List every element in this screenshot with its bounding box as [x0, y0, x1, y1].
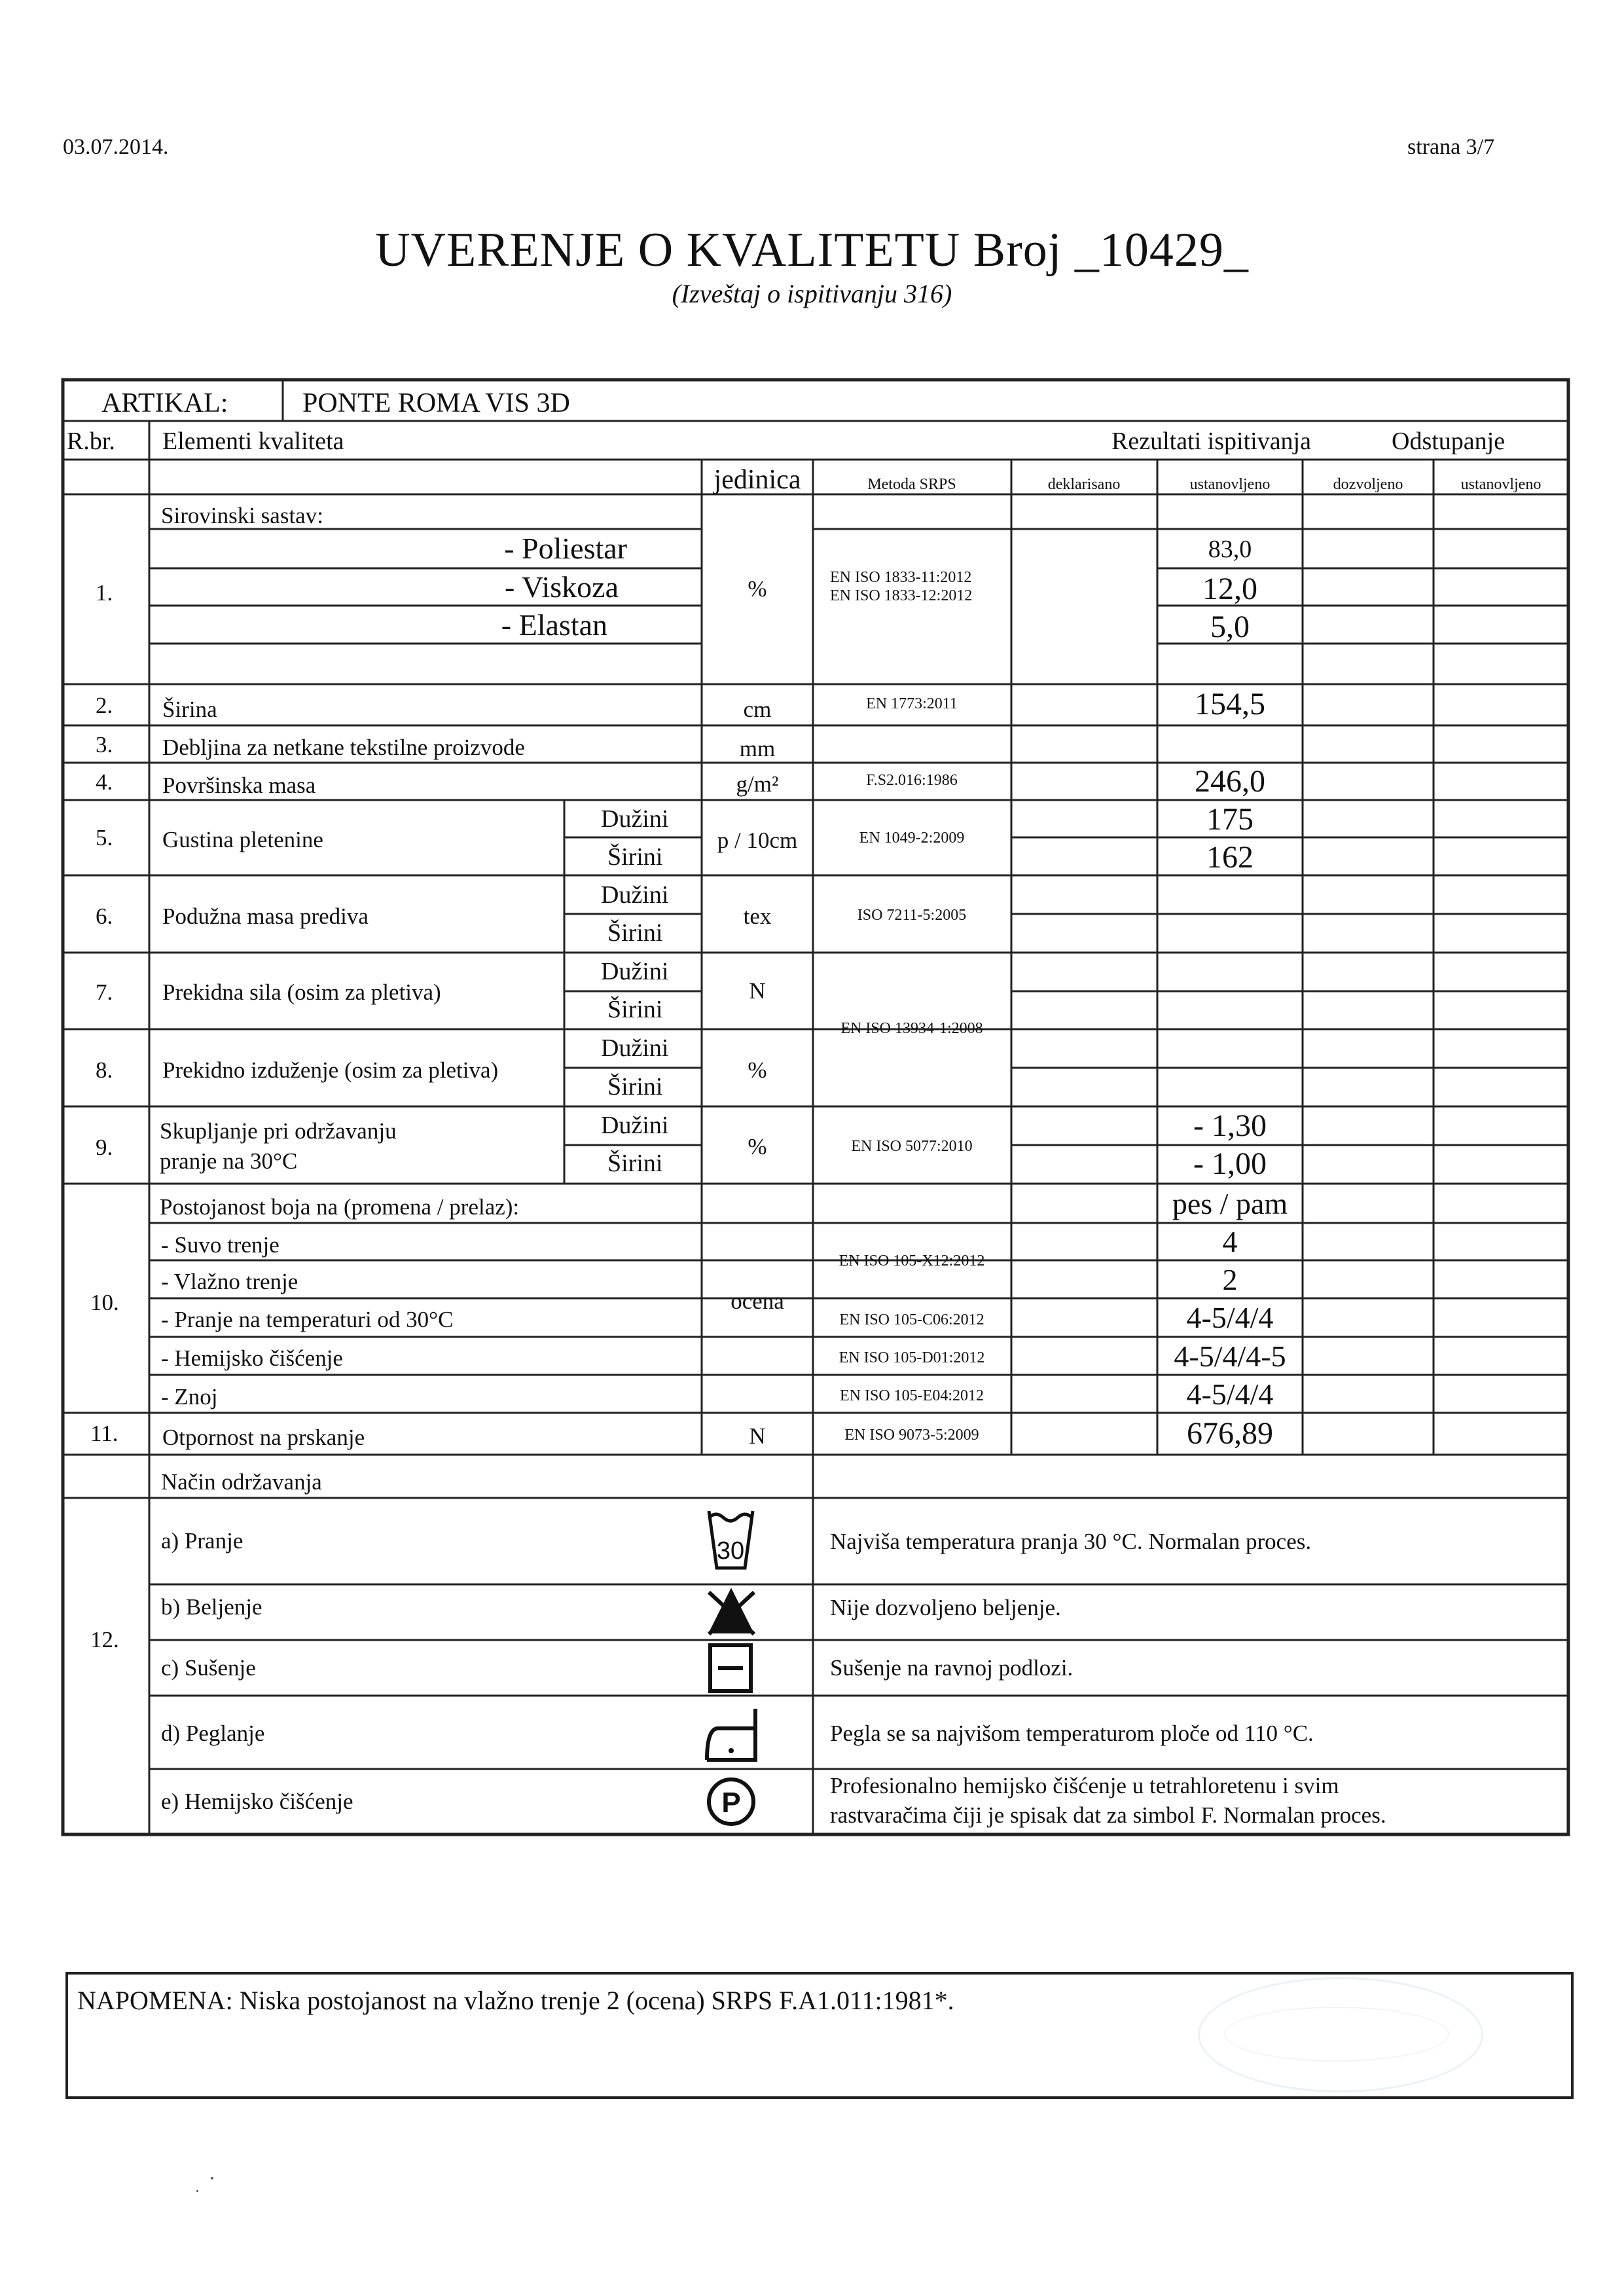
- row12-num: 12.: [90, 1627, 119, 1652]
- row2-unit: cm: [743, 697, 772, 722]
- care-bleach-label: b) Beljenje: [161, 1594, 262, 1620]
- col-elements: Elementi kvaliteta: [162, 428, 344, 455]
- row1-sub2: - Viskoza: [505, 570, 619, 604]
- row4-num: 4.: [96, 769, 113, 795]
- document-subtitle: (Izveštaj o ispitivanju 316): [672, 279, 952, 308]
- no-bleach-icon: [709, 1592, 754, 1634]
- row1-value3: 5,0: [1210, 610, 1250, 644]
- row1-value1: 83,0: [1208, 536, 1252, 563]
- row3-num: 3.: [96, 732, 113, 757]
- page-number: strana 3/7: [1407, 135, 1495, 159]
- row9-unit: %: [748, 1134, 767, 1159]
- row10-label: Postojanost boja na (promena / prelaz):: [160, 1194, 520, 1220]
- row1-sub3: - Elastan: [501, 608, 607, 642]
- row5-value1: 175: [1206, 802, 1254, 837]
- col-deviation: Odstupanje: [1392, 428, 1506, 455]
- care-iron-text: Pegla se sa najvišom temperaturom ploče od 110 °C.: [830, 1721, 1314, 1746]
- row9-label1: Skupljanje pri održavanju: [160, 1118, 397, 1144]
- row11-num: 11.: [90, 1421, 118, 1446]
- row7-num: 7.: [96, 979, 113, 1005]
- row4-value: 246,0: [1195, 764, 1265, 799]
- row1-method2: EN ISO 1833-12:2012: [830, 587, 973, 604]
- faint-stamp-inner: [1224, 2007, 1449, 2062]
- row6-dir1: Dužini: [601, 881, 669, 909]
- row6-method: ISO 7211-5:2005: [857, 907, 967, 924]
- col-declared: deklarisano: [1047, 476, 1121, 493]
- care-bleach-text: Nije dozvoljeno beljenje.: [830, 1595, 1061, 1620]
- row7-dir1: Dužini: [601, 958, 669, 985]
- note-text: NAPOMENA: Niska postojanost na vlažno trenje 2 (ocena) SRPS F.A1.011:1981*.: [77, 1986, 954, 2015]
- row4-unit: g/m²: [736, 771, 779, 797]
- row10-sub5: - Znoj: [161, 1384, 218, 1410]
- row8-unit: %: [748, 1057, 767, 1083]
- scan-speck: [211, 2177, 213, 2179]
- row1-method1: EN ISO 1833-11:2012: [830, 569, 972, 586]
- row5-method: EN 1049-2:2009: [859, 829, 965, 847]
- col-method: Metoda SRPS: [867, 476, 956, 493]
- row11-unit: N: [749, 1423, 766, 1449]
- col-unit: jedinica: [713, 465, 801, 495]
- row5-value2: 162: [1206, 840, 1254, 875]
- row10-sub1: - Suvo trenje: [161, 1232, 280, 1258]
- article-value: PONTE ROMA VIS 3D: [302, 388, 570, 418]
- row10-num: 10.: [90, 1290, 119, 1315]
- row11-value: 676,89: [1187, 1416, 1273, 1451]
- row2-value: 154,5: [1195, 687, 1265, 721]
- row8-num: 8.: [96, 1057, 113, 1083]
- row2-num: 2.: [96, 693, 113, 718]
- row10-value1: 4: [1222, 1225, 1238, 1258]
- row10-method-d01: EN ISO 105-D01:2012: [839, 1349, 985, 1366]
- row10-method-c06: EN ISO 105-C06:2012: [839, 1311, 984, 1328]
- row10-unit: ocena: [731, 1288, 784, 1314]
- article-label: ARTIKAL:: [101, 388, 228, 418]
- row9-dir2: Širini: [607, 1150, 663, 1177]
- row5-num: 5.: [96, 825, 113, 850]
- row11-label: Otpornost na prskanje: [162, 1425, 365, 1450]
- row10-method-e04: EN ISO 105-E04:2012: [840, 1387, 984, 1404]
- row7-dir2: Širini: [607, 996, 663, 1023]
- col-established: ustanovljeno: [1189, 476, 1271, 493]
- row1-num: 1.: [96, 580, 113, 606]
- row5-unit: p / 10cm: [717, 828, 798, 853]
- row11-method: EN ISO 9073-5:2009: [844, 1427, 979, 1444]
- iron-dot-icon: [729, 1748, 734, 1753]
- care-dryclean-text-line2: rastvaračima čiji je spisak dat za simbol F. Normalan proces.: [830, 1802, 1386, 1828]
- dry-clean-letter: P: [721, 1787, 741, 1819]
- document-date: 03.07.2014.: [63, 135, 169, 159]
- wash-temp-label: 30: [716, 1537, 745, 1565]
- row1-value2: 12,0: [1202, 572, 1257, 606]
- row9-value1: - 1,30: [1193, 1108, 1267, 1143]
- row7-unit: N: [749, 978, 766, 1004]
- row10-value4: 4-5/4/4-5: [1174, 1339, 1286, 1373]
- row6-dir2: Širini: [607, 919, 663, 947]
- care-dryclean-label: e) Hemijsko čišćenje: [161, 1789, 353, 1814]
- row7-label: Prekidna sila (osim za pletiva): [162, 979, 441, 1005]
- row1-unit: %: [748, 576, 767, 602]
- care-dry-text: Sušenje na ravnoj podlozi.: [830, 1655, 1074, 1681]
- row10-value2: 2: [1222, 1263, 1238, 1296]
- row3-label: Debljina za netkane tekstilne proizvode: [162, 735, 525, 760]
- care-wash-label: a) Pranje: [161, 1528, 244, 1554]
- row2-label: Širina: [162, 697, 217, 722]
- row10-sub4: - Hemijsko čišćenje: [161, 1345, 343, 1371]
- col-established-dev: ustanovljeno: [1460, 476, 1542, 493]
- row9-method: EN ISO 5077:2010: [851, 1138, 973, 1155]
- row78-method: EN ISO 13934-1:2008: [840, 1020, 983, 1037]
- care-wash-text: Najviša temperatura pranja 30 °C. Normalan proces.: [830, 1529, 1312, 1554]
- care-dryclean-text-line1: Profesionalno hemijsko čišćenje u tetrahloretenu i svim: [830, 1773, 1339, 1798]
- row10-header-value: pes / pam: [1172, 1187, 1288, 1220]
- row2-method: EN 1773:2011: [866, 695, 958, 712]
- row6-label: Podužna masa prediva: [162, 903, 369, 929]
- row12-label: Način održavanja: [161, 1469, 322, 1495]
- care-dry-label: c) Sušenje: [161, 1655, 256, 1681]
- col-allowed: dozvoljeno: [1333, 476, 1403, 493]
- row10-sub3: - Pranje na temperaturi od 30°C: [161, 1307, 454, 1332]
- row9-num: 9.: [96, 1135, 113, 1160]
- row8-label: Prekidno izduženje (osim za pletiva): [162, 1057, 499, 1083]
- row10-value5: 4-5/4/4: [1186, 1377, 1274, 1411]
- row8-dir2: Širini: [607, 1073, 663, 1101]
- row9-dir1: Dužini: [601, 1112, 669, 1139]
- row5-dir1: Dužini: [601, 805, 669, 833]
- row10-method-x12: EN ISO 105-X12:2012: [839, 1252, 985, 1269]
- row10-sub2: - Vlažno trenje: [161, 1269, 298, 1294]
- row1-sub1: - Poliestar: [504, 532, 627, 565]
- row5-dir2: Širini: [607, 843, 663, 871]
- scan-speck: [196, 2190, 198, 2192]
- row5-label: Gustina pletenine: [162, 827, 323, 852]
- row8-dir1: Dužini: [601, 1034, 669, 1062]
- col-rbr: R.br.: [67, 428, 115, 455]
- row4-method: F.S2.016:1986: [866, 772, 958, 789]
- row6-num: 6.: [96, 903, 113, 929]
- row1-label: Sirovinski sastav:: [161, 503, 323, 528]
- row4-label: Površinska masa: [162, 773, 316, 798]
- flat-dry-icon: [710, 1645, 751, 1691]
- col-results: Rezultati ispitivanja: [1111, 428, 1311, 455]
- care-iron-label: d) Peglanje: [161, 1721, 265, 1746]
- row10-value3: 4-5/4/4: [1186, 1301, 1274, 1334]
- row9-value2: - 1,00: [1193, 1146, 1267, 1181]
- document-title: UVERENJE O KVALITETU Broj _10429_: [375, 223, 1249, 277]
- row6-unit: tex: [743, 903, 772, 929]
- row3-unit: mm: [739, 736, 776, 761]
- row9-label2: pranje na 30°C: [160, 1148, 298, 1174]
